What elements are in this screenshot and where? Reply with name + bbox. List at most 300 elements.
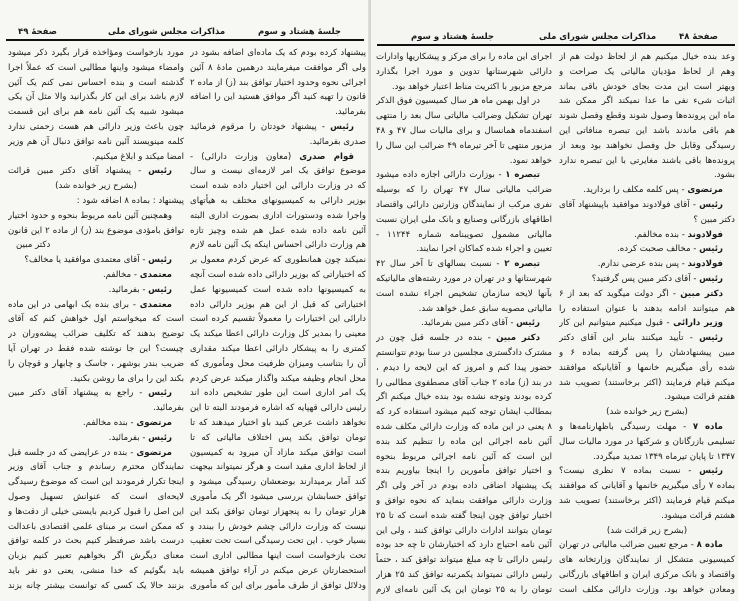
text-line	[8, 401, 184, 416]
line-text: ضریب بندر بوشهر ، جاسک و چابهار و قوچان را	[8, 358, 184, 369]
text-line	[190, 549, 366, 564]
text-line	[190, 372, 366, 387]
speaker-name: رئیس	[148, 432, 172, 443]
text-line	[559, 376, 735, 391]
text-line	[376, 331, 552, 346]
text-line	[8, 342, 184, 357]
line-text: یک پیشنهاد اضافی داده بودم در آخر ولی اگر	[376, 481, 552, 492]
text-line	[376, 287, 552, 302]
line-text: وامضاء میشود واینها مطالبی است که عملاً اجرا	[8, 62, 184, 73]
speaker-name: معتمدی	[139, 269, 172, 280]
speaker-name: فولادوند	[687, 259, 723, 270]
page-number: صفحهٔ ۴۸	[679, 32, 718, 42]
line-text: (بشرح زیر خوانده شد)	[55, 181, 137, 192]
text-line	[8, 520, 184, 535]
line-text: هم باقی ماندند باشد این تبصره منافاتی این	[559, 125, 735, 136]
line-text: اجرای این ماده را برای مرکز و پیشکاریها وادارات	[376, 52, 552, 62]
line-text: مرجع مزبور با اکثریت مناط اعتبار خواهد بود.	[391, 81, 552, 92]
text-line	[8, 164, 184, 179]
text-line	[190, 76, 366, 91]
speaker-name: رئیس	[699, 273, 723, 284]
line-text: کرده بودند وتوجه نشده بود بنده خیال میکنم اگر	[376, 392, 552, 403]
text-line	[559, 242, 735, 257]
text-line	[190, 224, 366, 239]
session-title: جلسهٔ هشتاد و سوم	[411, 32, 495, 42]
line-text: بوزیر دارائی به کمیسیونهای مختلف به هیأتهای	[190, 195, 366, 206]
text-line	[8, 253, 184, 268]
text-line	[190, 475, 366, 490]
text-line	[376, 538, 552, 553]
text-line	[559, 435, 735, 450]
text-line	[376, 272, 552, 287]
header-rule	[377, 44, 735, 46]
page-number: صفحهٔ ۴۹	[18, 27, 57, 37]
text-line	[376, 568, 552, 583]
session-title: جلسهٔ هشتاد و سوم	[258, 27, 342, 37]
line-text: قانون را تهیه کنید اگر موافق هستید این را اضافه	[190, 92, 366, 103]
text-line	[8, 357, 184, 372]
text-line	[559, 583, 735, 598]
text-line	[8, 46, 184, 61]
line-text: مالیاتی مصوبه سابق عمل خواهد شد.	[418, 303, 552, 314]
speaker-name: فولادوند	[687, 229, 723, 240]
text-line	[190, 105, 366, 120]
text-line	[190, 401, 366, 416]
speaker-name: دکتر مبین	[496, 333, 540, 344]
line-text: ودلائل توافق از طرف مأمور برای این که مأموری	[190, 580, 366, 591]
line-text: چون باعث وزیر دارائی هم هست زحمتی ندارد	[8, 121, 184, 132]
line-text: گذشته است و بنده احساس نمی کنم یک آئین	[8, 77, 184, 88]
line-text: بکند این را برای ما روشن بکنید.	[70, 373, 184, 384]
text-line	[376, 80, 552, 95]
line-text: این اصل را قبول کردیم بایستی خیلی از دقت‌ها و	[8, 506, 184, 517]
page-48	[371, 0, 738, 601]
text-line	[559, 50, 735, 65]
line-text: - بوزارت دارائی اجازه داده میشود	[376, 170, 502, 181]
line-text: - راجع به پیشنهاد آقای دکتر مبین	[8, 388, 143, 399]
line-text: محل انجام وظیفه میکند واگذار میکند عرض کردم	[190, 373, 366, 384]
line-text: به کمیسیونها داده شده است کمیسیونها عمل	[190, 284, 366, 295]
text-line	[190, 520, 366, 535]
text-line	[8, 105, 184, 120]
text-line	[190, 238, 366, 253]
line-text: - آقای دکتر مبین پس گرفتید؟	[591, 273, 700, 284]
text-line	[190, 446, 366, 461]
line-text: این است که آئین نامه اجرائی مربوط بنحوه	[376, 451, 552, 462]
text-line	[190, 312, 366, 327]
text-line	[559, 316, 735, 331]
line-text: اثبات شیء نفی ما عدا نمیکند اگر ممکن شد	[559, 96, 735, 107]
line-text: که اختیاراتی که بوزیر دارائی داده شده است آنچه	[190, 269, 366, 280]
line-text: - بنده مخالفم.	[634, 229, 688, 240]
line-text: وبهتر است این مدت بجای خودش باقی بماند	[559, 81, 735, 92]
text-line	[559, 183, 735, 198]
line-text: ۱۳۴۷ تا پایان تیرماه ۱۳۴۹ تمدید میگردد.	[593, 451, 735, 462]
line-text: کلمه مینویسند آئین نامه توافق دنبال آن هم وزیر	[8, 136, 184, 147]
text-line	[190, 460, 366, 475]
speaker-name: ماده ۸	[696, 540, 723, 551]
line-text: ۸ یعنی در این ماده که وزارت دارائی مکلف شده	[376, 421, 552, 432]
text-line	[190, 327, 366, 342]
line-text: پیشنهاد : بماده ۸ اضافه شود :	[76, 195, 184, 206]
line-text: معنای دیگرش اگر بخواهیم تعبیر کنیم بزبان	[8, 551, 184, 562]
line-text: بفرمائید.	[335, 107, 366, 118]
text-line	[559, 154, 735, 169]
line-text: باید بگوئیم که خدا منشی، یعنی دو نفر باید	[8, 565, 184, 576]
text-line	[559, 168, 735, 183]
line-text: تومان بتوانند ادارات دارائی توافق کنند ، ولی این	[376, 525, 552, 536]
line-text: توضیح بدهند که تکلیف ضرائب پیشه‌وران در	[8, 329, 184, 340]
line-text: هفتم قرائت میشود.	[664, 392, 735, 403]
line-text: - پس بنده عرضی ندارم.	[597, 259, 688, 270]
line-text: تومان را به ۲۵ تومان این یک آئین نامه‌ای لازم	[376, 584, 552, 595]
speaker-name: تبصره ۲	[504, 259, 540, 270]
line-text: و اختیار توافق مأمورین را اینجا بیاوریم بنده	[376, 466, 552, 477]
line-text: بماده ۷ رأی میگیریم خانمها و آقایانی که موافقند	[559, 481, 735, 492]
signature-line	[8, 238, 184, 253]
line-text: دکتر مبین	[16, 240, 51, 251]
line-text: نفری مرکب از نمایندگان وزارتین دارائی واقتصاد	[376, 199, 552, 210]
line-text: میکنم قیام فرمایند (اکثر برخاستند) تصویب شد	[559, 495, 735, 506]
line-text: کمتری را به پیشکار دارائی اعطا میکند مقداری	[190, 343, 366, 354]
header-rule	[6, 39, 364, 41]
text-line	[559, 302, 735, 317]
text-line	[376, 302, 552, 317]
text-line	[190, 120, 366, 135]
text-line	[376, 405, 552, 420]
line-text: ومعادن خواهد بود. وزارت دارائی مکلف است	[559, 584, 735, 595]
text-line	[190, 534, 366, 549]
line-text: دکتر مبین ؟	[693, 214, 735, 225]
speaker-name: رئیس	[148, 284, 172, 295]
line-text: ولی اگر موافقت میفرمایند درهمین مادهٔ ۸ آئین	[190, 62, 366, 73]
line-text: وهم از لحاظ مؤدیان مالیاتی یک صراحت و	[559, 66, 735, 77]
line-text: اطاقهای بازرگانی وصنایع و بانک ملی ایران نسبت	[376, 214, 552, 225]
line-text: - پس کلمه مکلف را بردارید.	[583, 185, 688, 196]
line-text: ضرائب مالیاتی سال ۴۷ تهران را که بوسیله	[376, 185, 552, 196]
line-text: نمیکند چون همانطوری که عرض کردم معمول بر	[190, 255, 366, 266]
text-line	[8, 431, 184, 446]
procedural-note	[8, 179, 184, 194]
line-text: اختیار توافق چون اینجا گفته شده است که تا ۲۵	[376, 510, 552, 521]
line-text: تومان توافق بکند پس اختلاف مالیاتی که تا	[190, 432, 366, 443]
text-line	[190, 209, 366, 224]
line-text: آئین نامه احتیاج دارد که اختیارشان تا چه حد بوده	[376, 540, 552, 551]
line-text: مزبور منتهی تا آخر تیرماه ۴۹ ضرائب این سال را	[376, 140, 552, 151]
text-line	[8, 505, 184, 520]
text-line	[8, 283, 184, 298]
text-line	[376, 494, 552, 509]
line-text: نخواهد داشت عرض کنید باو اختیار میدهند که تا	[190, 417, 366, 428]
line-text: رسیدگی وقابل حل وفصل نخواهند بود وبعد از	[559, 140, 735, 151]
text-line	[8, 564, 184, 579]
text-line	[559, 464, 735, 479]
speaker-name: دکتر مبین	[680, 288, 724, 299]
text-line	[376, 50, 552, 65]
text-line	[376, 464, 552, 479]
text-line	[376, 376, 552, 391]
text-line	[376, 139, 552, 154]
line-text: شهرستانها و در تهران در مورد رشته‌های مالیاتیکه	[376, 273, 552, 284]
line-text: هشتم قرائت میشود.	[661, 510, 735, 521]
line-text: که ممکن است بر مبنای علمی اقتصادی باعدالت	[8, 521, 184, 532]
text-line	[8, 549, 184, 564]
line-text: وعد بنده خیال میکنیم هم از لحاظ دولت هم از	[559, 52, 735, 62]
line-text: (بشرح زیر قرائت شد)	[606, 525, 688, 536]
line-text: آئین نامه داده شده عمل هم شده وچیز تازه	[190, 225, 366, 236]
speaker-name: رئیس	[699, 333, 723, 344]
text-line	[559, 198, 735, 213]
text-line	[376, 435, 552, 450]
text-line	[559, 346, 735, 361]
text-line	[559, 479, 735, 494]
text-line	[376, 509, 552, 524]
speaker-name: رئیس	[699, 199, 723, 210]
text-column-left	[8, 46, 184, 593]
text-column-right	[190, 46, 366, 593]
line-text: - مرجع تعیین ضرائب مالیاتی در تهران	[559, 540, 697, 551]
running-title: مذاکرات مجلس شورای ملی	[108, 27, 226, 37]
text-line	[8, 90, 184, 105]
line-text: - اگر دولت میگوید که بعد از ۶	[559, 288, 676, 299]
line-text: تهران تشکیل وضرائب مالیاتی سال بعد را منتهی	[376, 111, 552, 122]
speaker-name: رئیس	[148, 388, 172, 399]
text-line	[376, 420, 552, 435]
text-line	[559, 65, 735, 80]
line-text: تسلیمی بازرگانان و شرکتها در مورد مالیات سال	[559, 436, 735, 447]
text-line	[8, 268, 184, 283]
line-text: بشود.	[713, 170, 735, 181]
text-line	[376, 124, 552, 139]
text-line	[559, 80, 735, 95]
line-text: - پیشنهاد خودتان را مرقوم فرمائید	[190, 121, 325, 132]
text-line	[190, 46, 366, 61]
line-text: دارائی این اختیارات را معمولاً تقسیم کرده است	[190, 314, 366, 325]
line-text: خواهد نمود.	[509, 155, 552, 166]
text-line	[190, 298, 366, 313]
text-line	[376, 198, 552, 213]
line-text: صدری بفرمائید.	[309, 136, 366, 147]
text-line	[190, 150, 366, 165]
speaker-name: رئیس	[699, 466, 723, 477]
line-text: که در وزارت دارائی این اختیار داده شده است	[190, 181, 366, 192]
text-line	[559, 139, 735, 154]
line-text: بزنند حالا یک کسی که توانست بیشتر چانه بزند	[8, 580, 184, 591]
text-line	[8, 120, 184, 135]
text-line	[8, 446, 184, 461]
text-line	[376, 94, 552, 109]
text-line	[376, 168, 552, 183]
text-line	[559, 213, 735, 228]
text-line	[376, 390, 552, 405]
text-line	[8, 475, 184, 490]
line-text: از لحاظ اداری مقید است و هرگز نمیتواند بیجهت	[190, 462, 366, 473]
text-line	[376, 553, 552, 568]
text-line	[8, 386, 184, 401]
line-text: امضا میکند و ابلاغ میکنیم.	[92, 151, 184, 162]
speaker-name: رئیس	[148, 166, 172, 177]
line-text: نیست که وزارت دارائی چشم خودش را ببندد و	[190, 521, 366, 532]
line-text: یک امر اداری است این طور تشخیص داده اند	[190, 388, 366, 399]
text-line	[559, 272, 735, 287]
line-text: موضوع توافق یک امر لازمه‌ای نیست و سال	[190, 166, 366, 177]
text-line	[376, 479, 552, 494]
line-text: چیست؟ این جا نوشته شده فقط در تهران آیا	[8, 343, 184, 354]
line-text: حضور پیدا کنم و امروز که این لایحه را دیدم ،	[376, 362, 552, 373]
text-line	[8, 61, 184, 76]
text-line	[376, 183, 552, 198]
line-text: تعیین و اجراء شده کماکان اجرا نمایند.	[416, 244, 552, 255]
line-text: مورد بازخواست ومؤاخذه قرار بگیرد ذکر میشود	[8, 48, 184, 58]
line-text: - بفرمائید.	[108, 284, 149, 295]
line-text: میکنم قیام فرمایند (اکثر برخاستند) تصویب شد	[559, 377, 735, 388]
text-line	[190, 505, 366, 520]
text-line	[559, 109, 735, 124]
line-text: آئین نامه اجرائی این ماده را تنظیم کند بنده	[376, 436, 552, 447]
speaker-name: رئیس	[330, 121, 354, 132]
line-text: - برای بنده یک ابهامی در این ماده	[8, 299, 140, 310]
line-text: معینی را بمدیر کل وزارت دارائی اعطا میکند یک	[190, 329, 366, 340]
text-line	[190, 342, 366, 357]
text-line	[376, 450, 552, 465]
text-line	[190, 416, 366, 431]
running-title: مذاکرات مجلس شورای ملی	[539, 32, 657, 42]
line-text: هم وزارت دارائی احساس اینکه یک آئین نامه لازم	[190, 240, 366, 251]
text-column-left	[376, 50, 552, 597]
speaker-name: مرتضوی	[136, 447, 172, 458]
text-line	[8, 579, 184, 594]
text-line	[559, 568, 735, 583]
text-line	[190, 194, 366, 209]
line-text: مبین پیشنهادشان را پس گرفته بماده ۶ و	[559, 347, 735, 358]
line-text: - مهلت رسیدگی باظهارنامه‌ها و	[559, 421, 687, 432]
text-line	[190, 564, 366, 579]
line-text: است توافق میکند مازاد آن میرود به کمیسیون	[190, 447, 366, 458]
line-text: شده رأی میگیریم خانمها و آقایانیکه موافقند	[559, 362, 735, 373]
line-text: بمطالب ایشان توجه کنیم میشود استفاده کرد که	[376, 407, 552, 418]
text-line	[376, 316, 552, 331]
line-text: - نسبت بماده ۷ نظری نیست؟	[559, 466, 692, 477]
text-line	[8, 490, 184, 505]
line-text: لایحه‌ای است که عنوانش تسهیل وصول	[8, 491, 184, 502]
line-text: کمیسیونی متشکل از نمایندگان وزارتخانه های	[559, 555, 735, 566]
text-line	[376, 524, 552, 539]
line-text: لازم باشد برای این کار بگذرانید والا مثل آن یکی	[8, 92, 184, 103]
text-line	[190, 268, 366, 283]
speaker-name: ماده ۷	[692, 421, 723, 432]
text-line	[376, 346, 552, 361]
line-text: واجرا شده ودستورات اداری بصورت اداری البته	[190, 210, 366, 221]
line-text: - آقای معتمدی موافقید یا مخالف؟	[24, 255, 149, 266]
text-line	[190, 90, 366, 105]
text-line	[190, 357, 366, 372]
line-text: مالیاتی مشمول تصویبنامه شماره ۱۱۲۴۴ -	[376, 229, 552, 240]
line-text: - نسبت بسالهای تا آخر سال ۴۲	[376, 259, 505, 270]
line-text: در بند (ز) ماده ۲ جناب آقای مصطفوی مطالبی را	[376, 377, 552, 388]
text-line	[8, 372, 184, 387]
line-text: مشترک دادگستری مجلسین در سنا بودم نتوانستم	[376, 347, 552, 358]
text-line	[559, 228, 735, 243]
line-text: - پیشنهاد آقای دکتر مبین قرائت	[8, 166, 142, 177]
line-text: - بفرمائید.	[108, 432, 149, 443]
line-text: ماه این پرونده‌ها وصول شوند وقطع وفصل شوند	[559, 111, 735, 122]
text-line	[559, 553, 735, 568]
text-line	[559, 257, 735, 272]
speaker-name: تبصره ۱	[505, 170, 540, 181]
text-line	[376, 228, 552, 243]
text-line	[376, 257, 552, 272]
line-text: - مخالف صحبت کرده.	[617, 244, 700, 255]
text-line	[190, 386, 366, 401]
text-line	[8, 298, 184, 313]
line-text: - آقای فولادوند موافقید باپیشنهاد آقای	[559, 199, 700, 210]
text-line	[190, 490, 366, 505]
text-line	[8, 224, 184, 239]
line-text: رئیس دارائی نمیتواند یکمرتبه توافق کند ۲۵ هزار	[376, 569, 552, 580]
line-text: - بنده در عرایضی که در جلسه قبل	[8, 447, 134, 458]
text-line	[559, 94, 735, 109]
text-line	[190, 579, 366, 594]
text-line	[8, 534, 184, 549]
line-text: وهمچنین آئین نامه مربوط بنحوه و حدود اختیار	[8, 210, 172, 221]
text-line	[190, 283, 366, 298]
line-text: - بنده در جلسه قبل چون در	[376, 333, 491, 344]
line-text: رئیس دارائی تا چه مبلغ میتواند توافق کند ، حتماً	[376, 555, 552, 566]
line-text: میشود شبیه یک آئین نامه هم برای این قسمت	[8, 107, 184, 118]
text-line	[8, 416, 184, 431]
text-line	[559, 450, 735, 465]
line-text: استحضارتان عرض میکنم در آراء توافق همیشه	[190, 565, 366, 576]
line-text: - آقای دکتر مبین بفرمائید.	[421, 318, 517, 329]
line-text: (بشرح زیر خوانده شد)	[606, 407, 688, 418]
line-text: اجرائی نحوه وحدود اختیار توافق بند (ز) از ماده ۲	[190, 77, 366, 88]
text-line	[190, 253, 366, 268]
line-text: توافق بامؤدی موضوع بند (ز) از ماده ۲ این قانون	[8, 225, 184, 236]
speaker-name: رئیس	[148, 255, 172, 266]
text-line	[376, 242, 552, 257]
text-line	[190, 179, 366, 194]
line-text: پرونده‌ها باقی باشند مغایرتی با این تبصره ندارد	[559, 155, 735, 166]
line-text: بآنها لایحه سازمان تشخیص اجراء نشده است	[376, 288, 552, 299]
line-text: نمایندگان محترم رساندم و جناب آقای وزیر	[8, 462, 184, 473]
text-line	[190, 431, 366, 446]
line-text: پیشنهاد کرده بودم که یک ماده‌ای اضافه بشود در	[190, 48, 366, 58]
text-line	[559, 494, 735, 509]
line-text: است که میخواستم اول خواهش کنم که آقای	[8, 314, 184, 325]
text-line	[8, 135, 184, 150]
line-text: (معاون وزارت دارائی) -	[190, 151, 300, 162]
speaker-name: وزیر دارائی	[673, 318, 723, 329]
text-line	[8, 312, 184, 327]
speaker-name: مرتضوی	[687, 185, 723, 196]
text-line	[376, 213, 552, 228]
speaker-name: معتمدی	[139, 299, 172, 310]
line-text: درست باشد صرفنظر کنیم بحث در کلمه توافق	[8, 536, 184, 547]
text-line	[376, 109, 552, 124]
procedural-note	[559, 524, 735, 539]
text-line	[559, 420, 735, 435]
speaker-name: رئیس	[516, 318, 540, 329]
text-line	[190, 61, 366, 76]
line-text: هزار تومان را به پنجهزار تومان توافق بکند این	[190, 506, 366, 517]
line-text: دارائی شهرستانها تدوین و مورد اجرا بگذارد	[376, 66, 552, 77]
line-text: - قبول میکنیم میتوانیم این کار	[559, 318, 670, 329]
line-text: در اول بهمن ماه هر سال کمیسیون فوق الذکر	[376, 96, 540, 107]
text-line	[8, 327, 184, 342]
speaker-name: قوام صدری	[299, 151, 355, 162]
text-line	[376, 583, 552, 598]
text-line	[190, 135, 366, 150]
